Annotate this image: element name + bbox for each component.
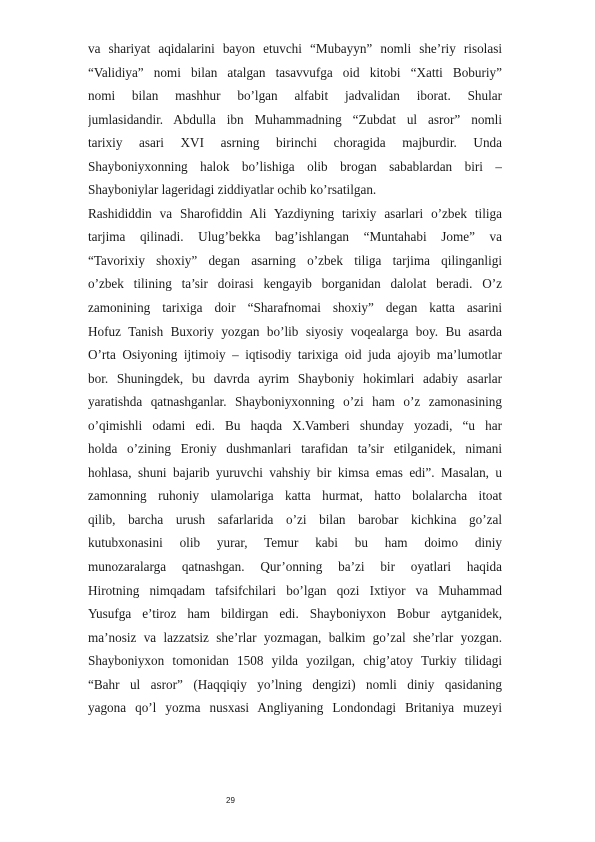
text-line: zamonning ruhoniy ulamolariga katta hurmat, hatto bolalarcha itoat	[88, 488, 502, 504]
text-line: hohlasa, shuni bajarib yuruvchi vahshiy bir kimsa emas edi”. Masalan, u	[88, 464, 502, 480]
text-line: Hofuz Tanish Buxoriy yozgan bo’lib siyosiy voqealarga boy. Bu asarda	[88, 323, 502, 339]
document-body	[88, 37, 502, 720]
text-line: “Validiya” nomi bilan atalgan tasavvufga oid kitobi “Xatti Boburiy”	[88, 64, 502, 80]
text-line: Rashididdin va Sharofiddin Ali Yazdiyning tarixiy asarlari o’zbek tiliga	[88, 205, 502, 221]
text-line: Shayboniyxonning halok bo’lishiga olib brogan sabablardan biri –	[88, 158, 502, 174]
text-line: nomi bilan mashhur bo’lgan alfabit jadvalidan iborat. Shular	[88, 88, 502, 104]
text-line: “Tavorixiy shoxiy” degan asarning o’zbek tiliga tarjima qilinganligi	[88, 252, 502, 268]
text-line: Shayboniyxon tomonidan 1508 yilda yozilgan, chig’atoy Turkiy tilidagi	[88, 653, 502, 669]
text-line: jumlasidandir. Abdulla ibn Muhammadning “Zubdat ul asror” nomli	[88, 111, 502, 127]
text-line: tarixiy asari XVI asrning birinchi choragida majburdir. Unda	[88, 135, 502, 151]
text-line: yagona qo’l yozma nusxasi Angliyaning Londondagi Britaniya muzeyi	[88, 700, 502, 716]
text-line: “Bahr ul asror” (Haqqiqiy yo’lning dengizi) nomli diniy qasidaning	[88, 676, 502, 692]
text-line: zamonining tarixiga doir “Sharafnomai shoxiy” degan katta asarini	[88, 300, 502, 316]
text-line: tarjima qilinadi. Ulug’bekka bag’ishlangan “Muntahabi Jome” va	[88, 229, 502, 245]
text-line: yaratishda qatnashganlar. Shayboniyxonning o’zi ham o’z zamonasining	[88, 394, 502, 410]
text-line: va shariyat aqidalarini bayon etuvchi “Mubayyn” nomli she’riy risolasi	[88, 41, 502, 56]
text-line: munozaralarga qatnashgan. Qur’onning ba’zi bir oyatlari haqida	[88, 559, 502, 575]
text-line: qilib, barcha urush safarlarida o’zi bilan barobar kichkina go’zal	[88, 511, 502, 527]
text-line: Hirotning nimqadam tafsifchilari bo’lgan qozi Ixtiyor va Muhammad	[88, 582, 502, 598]
paragraph-end-line: Shayboniylar lageridagi ziddiyatlar ochib ko’rsatilgan.	[88, 182, 377, 198]
page-number: 29	[226, 796, 235, 805]
text-line: Yusufga e’tiroz ham bildirgan edi. Shayboniyxon Bobur aytganidek,	[88, 606, 502, 622]
text-line: ma’nosiz va lazzatsiz she’rlar yozmagan, balkim go’zal she’rlar yozgan.	[88, 629, 502, 645]
text-line: kutubxonasini olib yurar, Temur kabi bu ham doimo diniy	[88, 535, 502, 551]
text-line: O’rta Osiyoning ijtimoiy – iqtisodiy tarixiga oid juda ajoyib ma’lumotlar	[88, 347, 502, 363]
text-line: o’zbek tilining ta’sir doirasi kengayib borganidan dalolat beradi. O’z	[88, 276, 502, 292]
text-line: bor. Shuningdek, bu davrda ayrim Shayboniy hokimlari adabiy asarlar	[88, 370, 502, 386]
text-line: holda o’zining Eroniy dushmanlari tarafidan ta’sir etilganidek, nimani	[88, 441, 502, 457]
text-line: o’qimishli odami edi. Bu haqda X.Vamberi shunday yozadi, “u har	[88, 417, 502, 433]
